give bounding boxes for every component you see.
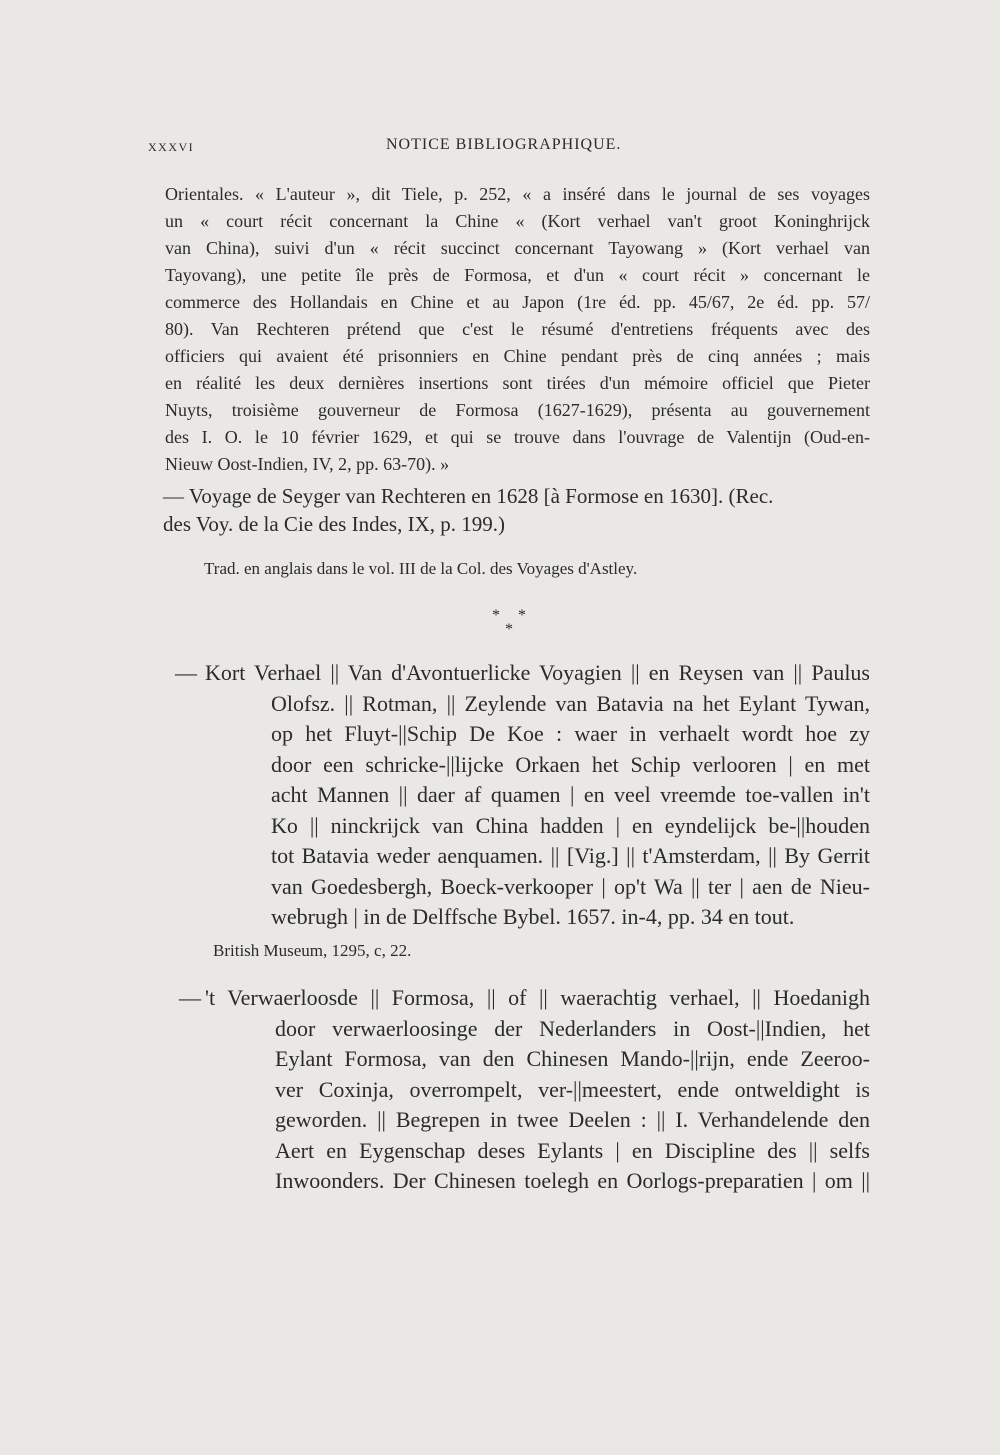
entry-voyage-rechteren	[163, 482, 871, 538]
entry-dash: —	[179, 985, 201, 1010]
text-line: 't Verwaerloosde || Formosa, || of || waerachtig verhael, || Hoedanigh	[205, 985, 870, 1010]
text-line: — Voyage de Seyger van Rechteren en 1628 [à Formose en 1630]. (Rec.	[163, 484, 774, 508]
text-line: Ko || ninckrijck van China hadden | en eyndelijck be-||houden	[271, 812, 870, 838]
paragraph-tiele-quote	[165, 181, 870, 478]
text-line: van Goedesbergh, Boeck-verkooper | op't Wa || ter | aen de Nieu-	[271, 873, 870, 899]
text-line: op het Fluyt-||Schip De Koe : waer in verhaelt wordt hoe zy	[271, 721, 870, 746]
text-line: en réalité les deux dernières insertions sont tirées d'un mémoire officiel que Pieter	[165, 373, 870, 393]
text-line: acht Mannen || daer af quamen | en veel vreemde toe-vallen in't	[271, 782, 870, 807]
text-line: 80). Van Rechteren prétend que c'est le résumé d'entretiens fréquents avec des	[165, 319, 870, 339]
text-line: des Voy. de la Cie des Indes, IX, p. 199.)	[163, 512, 505, 536]
text-line: Nieuw Oost-Indien, IV, 2, pp. 63-70). »	[165, 454, 450, 474]
text-line: Inwoonders. Der Chinesen toelegh en Oorlogs-preparatien | om ||	[275, 1168, 870, 1193]
running-title: NOTICE BIBLIOGRAPHIQUE.	[386, 136, 622, 153]
text-line: door verwaerloosinge der Nederlanders in Oost-||Indien, het	[275, 1015, 870, 1041]
translation-note: Trad. en anglais dans le vol. III de la Col. des Voyages d'Astley.	[204, 559, 638, 578]
text-line: un « court récit concernant la Chine « (Kort verhael van't groot Koninghrijck	[165, 211, 870, 231]
entry-kort-verhael	[175, 658, 870, 933]
text-line: des I. O. le 10 février 1629, et qui se trouve dans l'ouvrage de Valentijn (Oud-en-	[165, 427, 870, 447]
text-line: Tayovang), une petite île près de Formosa, et d'un « court récit » concernant le	[165, 265, 870, 285]
entry-verwaerloosde-formosa	[179, 983, 870, 1197]
text-line: commerce des Hollandais en Chine et au Japon (1re éd. pp. 45/67, 2e éd. pp. 57/	[165, 292, 870, 312]
entry-dash: —	[175, 660, 197, 685]
text-line: tot Batavia weder aenquamen. || [Vig.] || t'Amsterdam, || By Gerrit	[271, 843, 870, 868]
text-line: officiers qui avaient été prisonniers en Chine pendant près de cinq années ; mais	[165, 346, 870, 366]
text-line: door een schricke-||lijcke Orkaen het Schip verlooren | en met	[271, 751, 870, 777]
asterism-divider: * * *	[492, 607, 526, 638]
text-line: webrugh | in de Delffsche Bybel. 1657. in-4, pp. 34 en tout.	[271, 904, 795, 929]
text-line: Orientales. « L'auteur », dit Tiele, p. 252, « a inséré dans le journal de ses voyages	[165, 184, 870, 204]
text-line: van China), suivi d'un « récit succinct concernant Tayowang » (Kort verhael van	[165, 238, 870, 258]
holding-location: British Museum, 1295, c, 22.	[213, 941, 412, 960]
text-line: Kort Verhael || Van d'Avontuerlicke Voyagien || en Reysen van || Paulus	[205, 660, 870, 685]
text-line: Eylant Formosa, van den Chinesen Mando-||rijn, ende Zeeroo-	[275, 1046, 870, 1071]
text-line: geworden. || Begrepen in twee Deelen : || I. Verhandelende den	[275, 1107, 870, 1132]
text-line: Aert en Eygenschap deses Eylants | en Discipline des || selfs	[275, 1137, 870, 1163]
text-line: Nuyts, troisième gouverneur de Formosa (1627-1629), présenta au gouvernement	[165, 400, 870, 420]
text-line: Olofsz. || Rotman, || Zeylende van Batavia na het Eylant Tywan,	[271, 690, 870, 716]
page-header	[148, 136, 868, 160]
text-line: ver Coxinja, overrompelt, ver-||meestert, ende ontweldight is	[275, 1076, 870, 1102]
page-number: XXXVI	[148, 140, 195, 154]
